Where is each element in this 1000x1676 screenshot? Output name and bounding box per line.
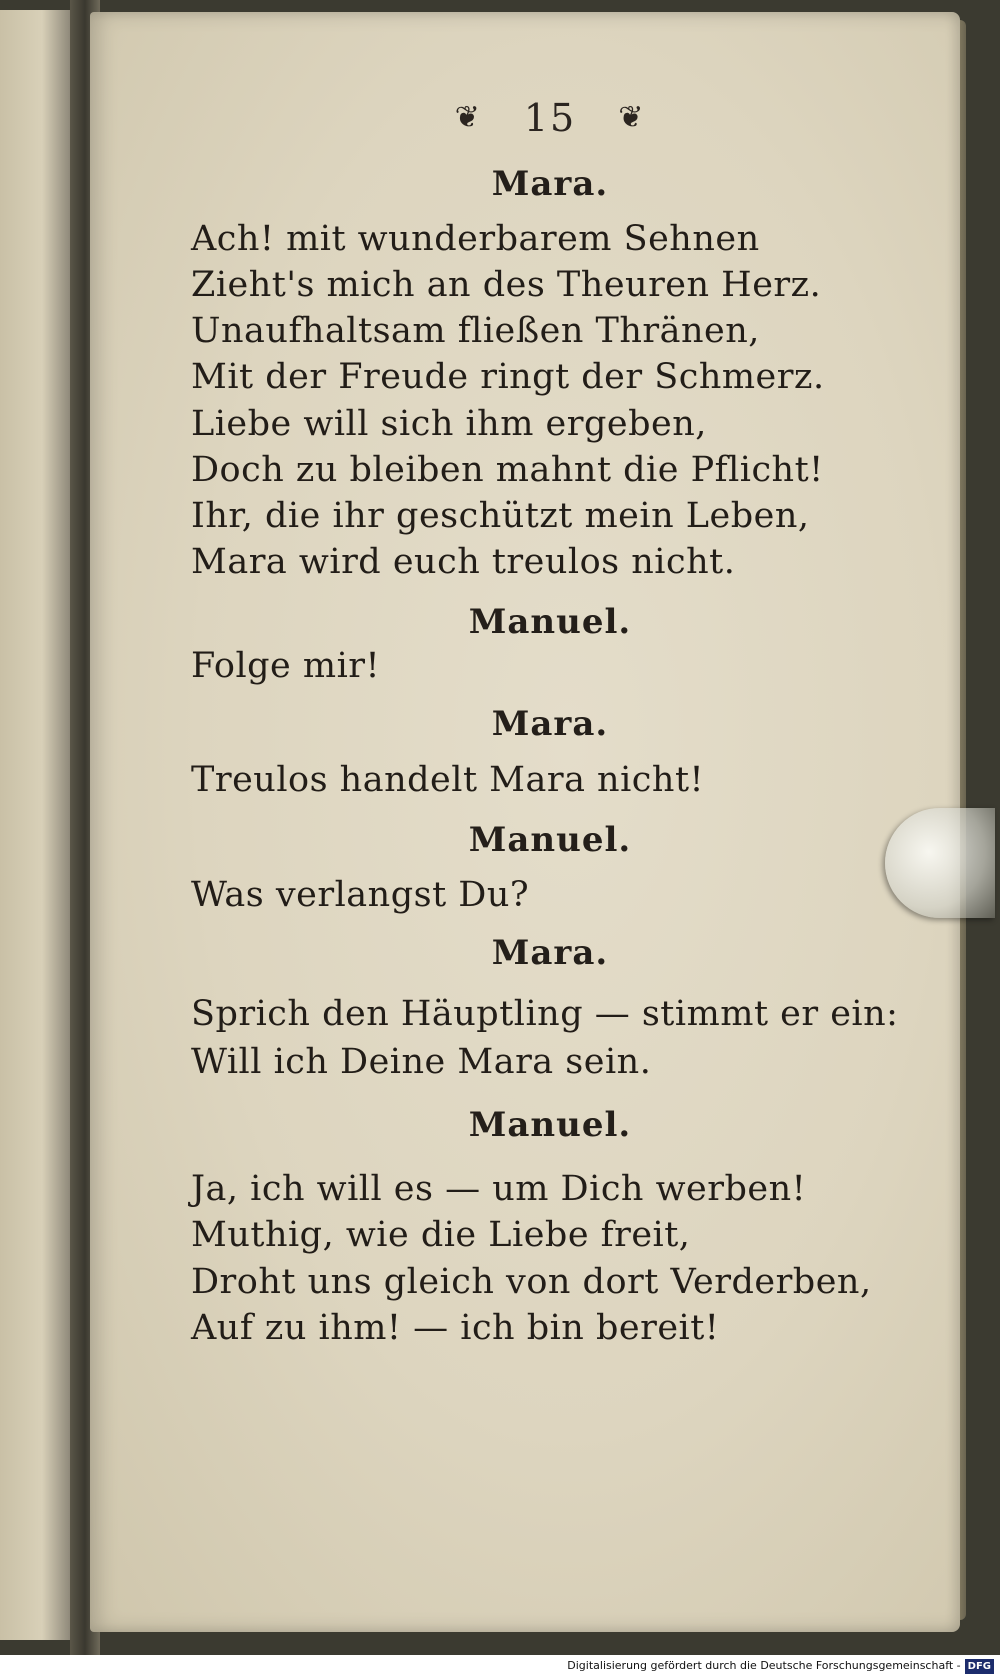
verse-line: Mit der Freude ringt der Schmerz. xyxy=(191,357,825,397)
speaker-name: Mara. xyxy=(491,704,609,744)
page-clip xyxy=(885,808,995,918)
verse-line: Muthig, wie die Liebe freit, xyxy=(191,1215,691,1255)
speaker-name: Manuel. xyxy=(468,602,632,642)
book-page xyxy=(90,12,960,1632)
verse-line: Was verlangst Du? xyxy=(191,875,530,915)
dfg-logo: DFG xyxy=(965,1659,994,1674)
speaker-name: Manuel. xyxy=(468,820,632,860)
verse-line: Auf zu ihm! — ich bin bereit! xyxy=(191,1308,720,1348)
speaker-name: Manuel. xyxy=(468,1105,632,1145)
footer-credit: Digitalisierung gefördert durch die Deutsche Forschungsgemeinschaft - xyxy=(567,1659,961,1672)
verse-line: Mara wird euch treulos nicht. xyxy=(191,542,736,582)
ornament-left-icon: ❦ xyxy=(454,100,482,135)
verse-line: Doch zu bleiben mahnt die Pflicht! xyxy=(191,450,824,490)
verse-line: Unaufhaltsam fließen Thränen, xyxy=(191,311,760,351)
verse-line: Ach! mit wunderbarem Sehnen xyxy=(191,219,760,259)
verse-line: Droht uns gleich von dort Verderben, xyxy=(191,1262,872,1302)
verse-line: Zieht's mich an des Theuren Herz. xyxy=(191,265,822,305)
verse-line: Treulos handelt Mara nicht! xyxy=(191,760,705,800)
page-number: 15 xyxy=(523,95,577,140)
verse-line: Ihr, die ihr geschützt mein Leben, xyxy=(191,496,810,536)
left-page-edge xyxy=(0,10,70,1640)
verse-line: Liebe will sich ihm ergeben, xyxy=(191,404,707,444)
verse-line: Ja, ich will es — um Dich werben! xyxy=(191,1169,807,1209)
ornament-right-icon: ❦ xyxy=(618,100,646,135)
verse-line: Sprich den Häuptling — stimmt er ein: xyxy=(191,994,899,1034)
verse-line: Will ich Deine Mara sein. xyxy=(191,1042,652,1082)
verse-line: Folge mir! xyxy=(191,646,381,686)
speaker-name: Mara. xyxy=(491,933,609,973)
digitization-footer xyxy=(0,1655,1000,1676)
speaker-name: Mara. xyxy=(491,164,609,204)
page-header xyxy=(90,92,1000,140)
